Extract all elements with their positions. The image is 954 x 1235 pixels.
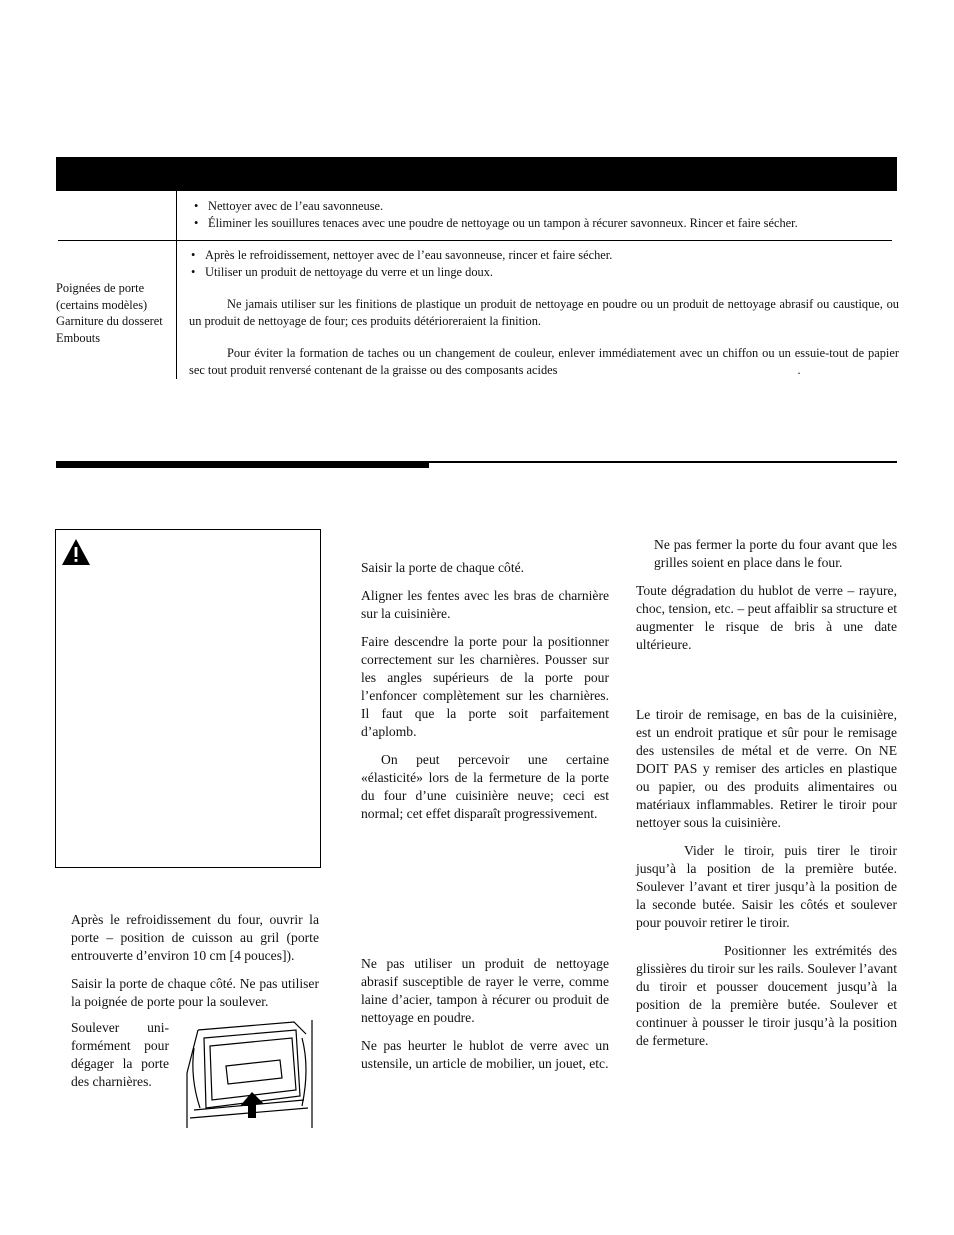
list-item: • Éliminer les souillures tenaces avec une poudre de nettoyage ou un tampon à récurer savonneux. Rincer et faire sécher. (194, 216, 798, 230)
rack-note: Ne pas fermer la porte du four avant que les grilles soient en place dans le four. (654, 537, 897, 570)
oven-door-removal-illustration (184, 1018, 319, 1130)
section-rule-thick (56, 461, 429, 468)
warning-triangle-icon (61, 538, 91, 566)
door-replace-step-1: Saisir la porte de chaque côté. (361, 560, 525, 575)
drawer-remove-steps: Vider le tiroir, puis tirer le tiroir jusqu’à la position de la première butée. Soulever l’avant et tirer jusqu’à la position de la seconde butée. Saisir les côtés et soulever pour pouvoir retirer le tiroir. (636, 843, 897, 930)
door-removal-step-3: Soulever uni-formément pour dégager la porte des charnières. (71, 1020, 169, 1089)
right-column-top (636, 536, 897, 664)
table-row-2-content (189, 247, 899, 379)
table-row-divider (58, 240, 892, 241)
table-row-2-label: Poignées de porte (certains modèles) Garniture du dosseret Embouts (56, 281, 163, 345)
door-replace-step-2: Aligner les fentes avec les bras de charnière sur la cuisinière. (361, 588, 609, 621)
section-rule-thin (429, 461, 897, 463)
drawer-intro: Le tiroir de remisage, en bas de la cuisinière, est un endroit pratique et sûr pour le remisage des ustensiles de métal et de verre. On NE DOIT PAS y remiser des articles en plastique ou papier, ou des produits alimentaires ou matériaux inflammables. Retirer le tiroir pour nettoyer sous la cuisinière. (636, 707, 897, 830)
table-row-1-content (192, 198, 892, 232)
plastic-finish-note: Ne jamais utiliser sur les finitions de plastique un produit de nettoyage en poudre ou un produit de nettoyage abrasif ou caustique, ou un produit de nettoyage de four; ces produits détérioreraient la finition. (189, 297, 899, 328)
table-column-divider (176, 191, 177, 379)
glass-damage-note: Toute dégradation du hublot de verre – rayure, choc, tension, etc. – peut affaiblir sa structure et augmenter le risque de bris à une date ultérieure. (636, 583, 897, 652)
glass-care (361, 955, 609, 1083)
list-item: • Nettoyer avec de l’eau savonneuse. (194, 199, 384, 213)
drawer-replace-steps: Positionner les extrémités des glissières du tiroir sur les rails. Soulever l’avant du tiroir et pousser doucement jusqu’à la position de la première butée. Soulever et continuer à pousser le tiroir jusqu’à la position de fermeture. (636, 943, 897, 1048)
glass-abrasive-warning: Ne pas utiliser un produit de nettoyage abrasif susceptible de rayer le verre, comme laine d’acier, tampon à récurer ou produit de nettoyage en poudre. (361, 956, 609, 1025)
door-removal-step-1: Après le refroidissement du four, ouvrir la porte – position de cuisson au gril (porte entrouverte d’environ 10 cm [4 pouces]). (71, 912, 319, 963)
warning-box (55, 529, 321, 868)
list-item: • Après le refroidissement, nettoyer avec de l’eau savonneuse, rincer et faire sécher. (191, 248, 613, 262)
glass-impact-warning: Ne pas heurter le hublot de verre avec un ustensile, un article de mobilier, un jouet, etc. (361, 1038, 609, 1071)
door-removal-step-2: Saisir la porte de chaque côté. Ne pas utiliser la poignée de porte pour la soulever. (71, 976, 319, 1009)
door-elasticity-note: On peut percevoir une certaine «élasticité» lors de la fermeture de la porte du four d’une cuisinière neuve; ceci est normal; cet effet disparaît progressivement. (361, 752, 609, 821)
left-column (71, 911, 319, 1021)
list-item: • Utiliser un produit de nettoyage du verre et un linge doux. (191, 265, 494, 279)
middle-column (361, 559, 609, 833)
door-replace-step-3: Faire descendre la porte pour la positionner correctement sur les charnières. Pousser sur les angles supérieurs de la porte pour l’enfoncer complètement sur les charnières. Il faut que la porte soit parfaitement d’aplomb. (361, 634, 609, 739)
stain-note: Pour éviter la formation de taches ou un changement de couleur, enlever immédiatement avec un chiffon ou un essuie-tout de papier sec tout produit renversé contenant de la graisse ou des composants acides . (189, 346, 899, 377)
right-column-drawer (636, 706, 897, 1060)
table-header-bar (56, 157, 897, 191)
